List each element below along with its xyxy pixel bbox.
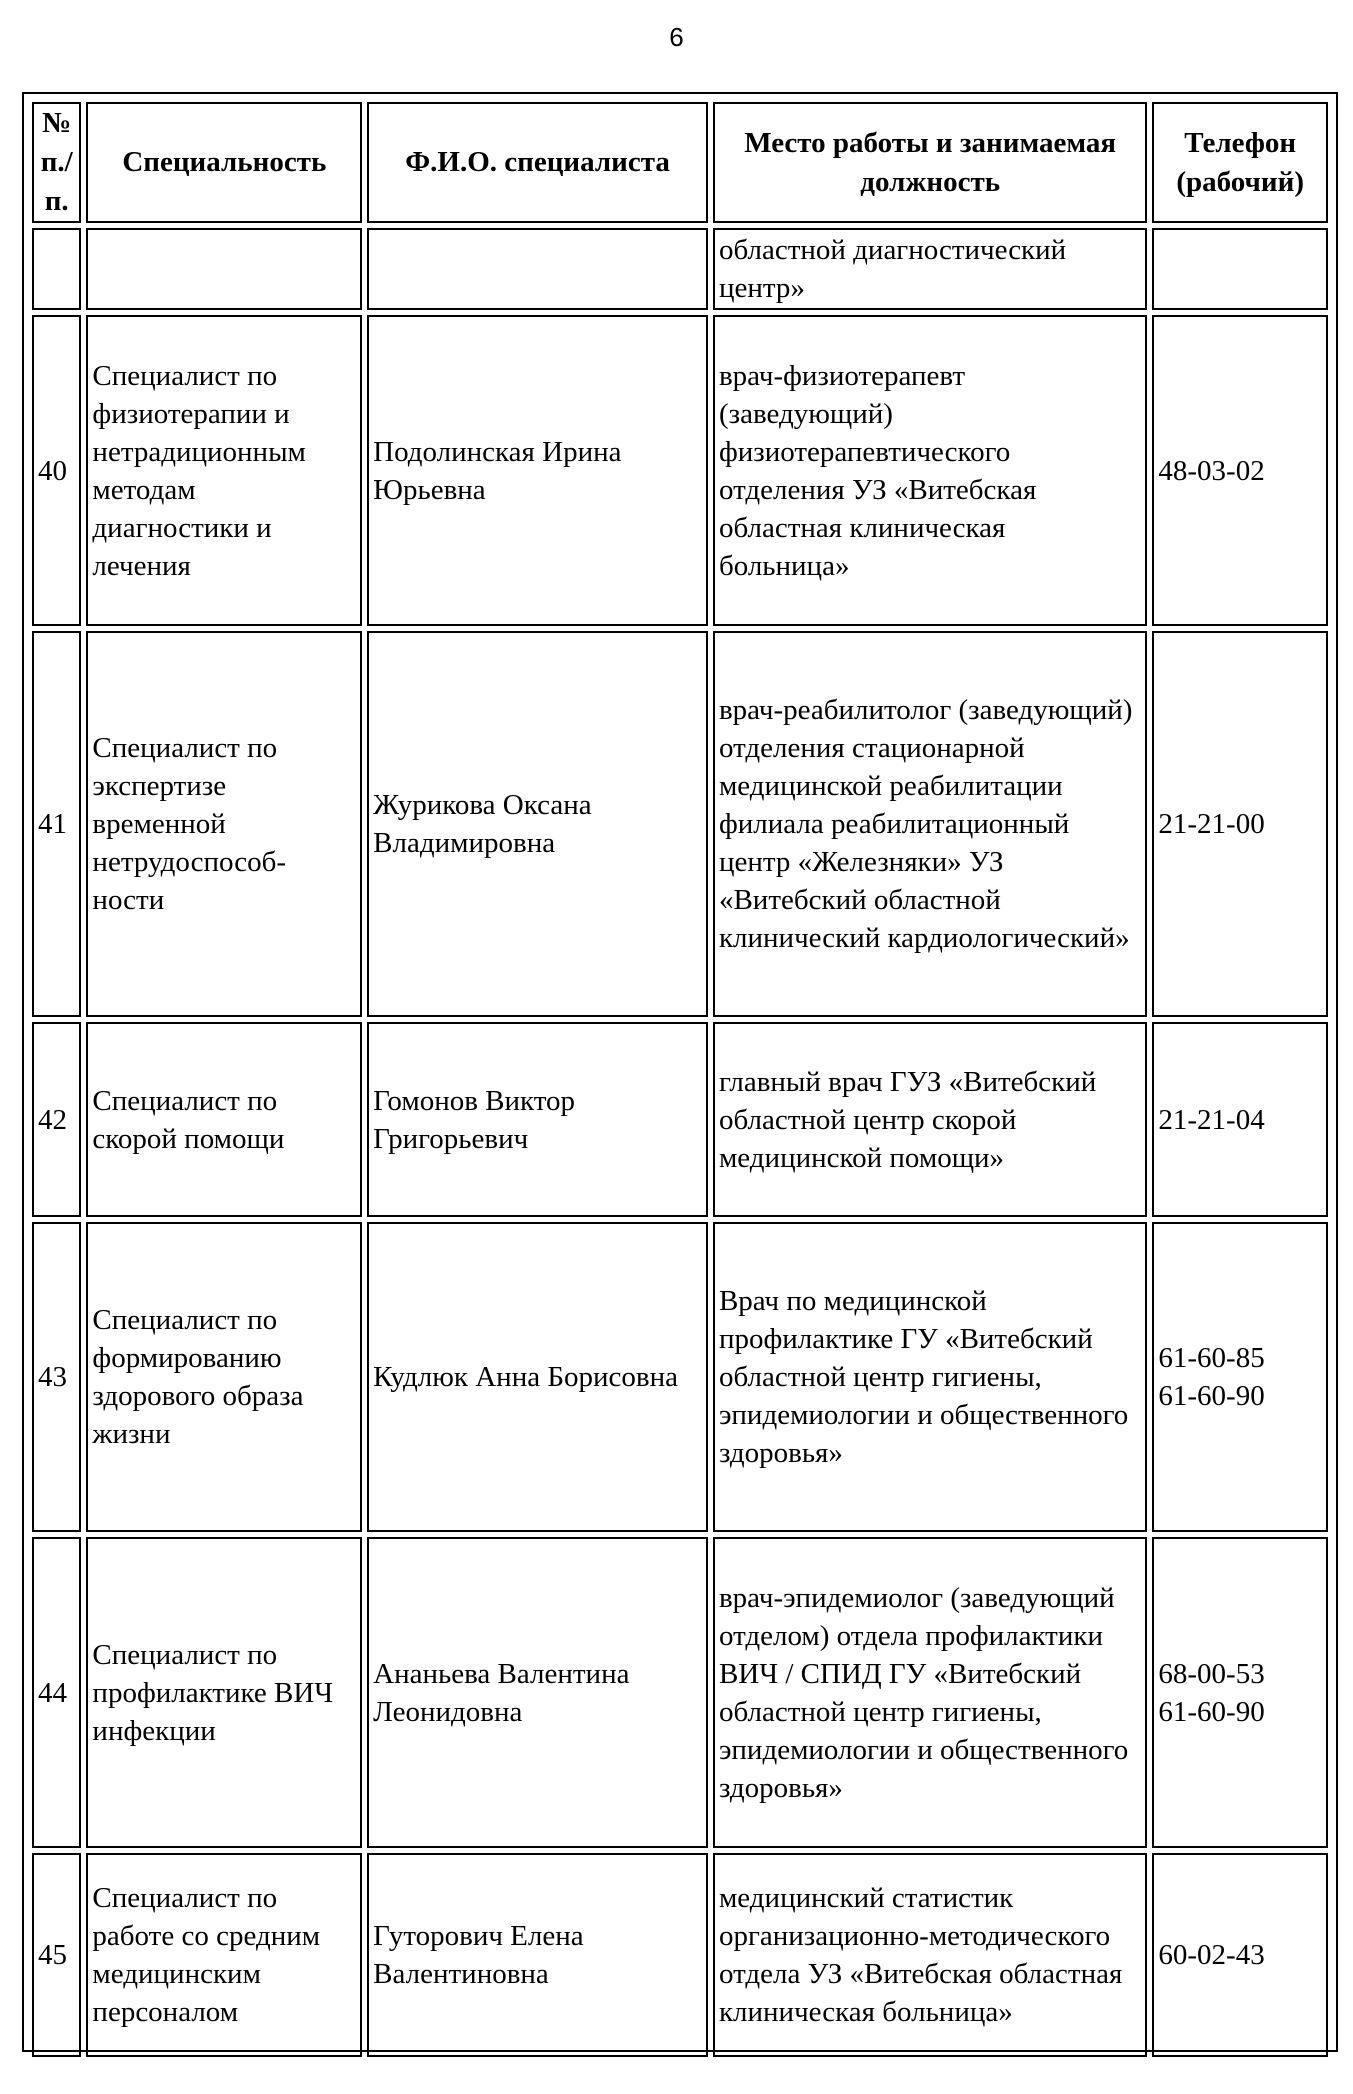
header-num: № п./п. bbox=[32, 102, 81, 223]
row-fio bbox=[367, 228, 708, 310]
row-phone bbox=[1152, 1222, 1328, 1532]
row-fio: Журикова Оксана Владимировна bbox=[367, 631, 708, 1017]
header-workplace: Место работы и занимаемая должность bbox=[713, 102, 1147, 223]
row-fio: Гомонов Виктор Григорьевич bbox=[367, 1022, 708, 1217]
row-fio: Кудлюк Анна Борисовна bbox=[367, 1222, 708, 1532]
row-workplace: областной диагностический центр» bbox=[713, 228, 1147, 310]
header-phone: Телефон (рабочий) bbox=[1152, 102, 1328, 223]
table-row bbox=[32, 315, 1328, 626]
row-num: 42 bbox=[32, 1022, 81, 1217]
row-phone bbox=[1152, 228, 1328, 310]
table-row bbox=[32, 631, 1328, 1017]
row-workplace: медицинский статистик организационно-методического отдела УЗ «Витебская областная клиническая больница» bbox=[713, 1853, 1147, 2057]
row-workplace: главный врач ГУЗ «Витебский областной центр скорой медицинской помощи» bbox=[713, 1022, 1147, 1217]
row-specialty: Специалист по скорой помощи bbox=[86, 1022, 362, 1217]
row-workplace: Врач по медицинской профилактике ГУ «Витебский областной центр гигиены, эпидемиологии и общественного здоровья» bbox=[713, 1222, 1147, 1532]
row-num: 41 bbox=[32, 228, 81, 310]
table-row bbox=[32, 1853, 1328, 2057]
phone-line: 61-60-90 bbox=[1158, 1380, 1265, 1412]
row-workplace: врач-реабилитолог (заведующий) отделения стационарной медицинской реабилитации филиала реабилитационный центр «Железняки» УЗ «Витебский областной клинический кардиологический» bbox=[713, 631, 1147, 1017]
row-phone: 60-02-43 bbox=[1152, 1853, 1328, 2057]
row-num: 41 bbox=[32, 631, 81, 1017]
row-specialty: Специалист по физиотерапии и нетрадиционным методам диагностики и лечения bbox=[86, 315, 362, 626]
row-specialty bbox=[86, 228, 362, 310]
row-workplace: врач-эпидемиолог (заведующий отделом) отдела профилактики ВИЧ / СПИД ГУ «Витебский областной центр гигиены, эпидемиологии и общественного здоровья» bbox=[713, 1537, 1147, 1848]
table-row bbox=[32, 1537, 1328, 1848]
header-row bbox=[32, 102, 1328, 223]
phone-line: 61-60-85 bbox=[1158, 1342, 1265, 1374]
header-fio: Ф.И.О. специалиста bbox=[367, 102, 708, 223]
row-fio: Ананьева Валентина Леонидовна bbox=[367, 1537, 708, 1848]
header-specialty: Специальность bbox=[86, 102, 362, 223]
row-phone: 48-03-02 bbox=[1152, 315, 1328, 626]
row-num: 45 bbox=[32, 1853, 81, 2057]
row-specialty: Специалист по профилактике ВИЧ инфекции bbox=[86, 1537, 362, 1848]
row-specialty: Специалист по экспертизе временной нетрудоспособ-ности bbox=[86, 631, 362, 1017]
phone-line: 61-60-90 bbox=[1158, 1695, 1265, 1728]
row-num: 43 bbox=[32, 1222, 81, 1532]
table-row bbox=[32, 1022, 1328, 1217]
row-num: 40 bbox=[32, 315, 81, 626]
row-specialty: Специалист по работе со средним медицинским персоналом bbox=[86, 1853, 362, 2057]
page-number: 6 bbox=[669, 22, 684, 52]
table-row bbox=[32, 228, 1328, 310]
row-phone: 21-21-04 bbox=[1152, 1022, 1328, 1217]
row-fio: Гуторович Елена Валентиновна bbox=[367, 1853, 708, 2057]
table-row bbox=[32, 1222, 1328, 1532]
phone-line: 68-00-53 bbox=[1158, 1657, 1265, 1690]
row-specialty: Специалист по формированию здорового образа жизни bbox=[86, 1222, 362, 1532]
row-phone bbox=[1152, 1537, 1328, 1848]
row-num: 44 bbox=[32, 1537, 81, 1848]
row-fio: Подолинская Ирина Юрьевна bbox=[367, 315, 708, 626]
row-phone: 21-21-00 bbox=[1152, 631, 1328, 1017]
row-workplace: врач-физиотерапевт (заведующий) физиотерапевтического отделения УЗ «Витебская областная клиническая больница» bbox=[713, 315, 1147, 626]
specialists-table bbox=[27, 97, 1333, 2062]
